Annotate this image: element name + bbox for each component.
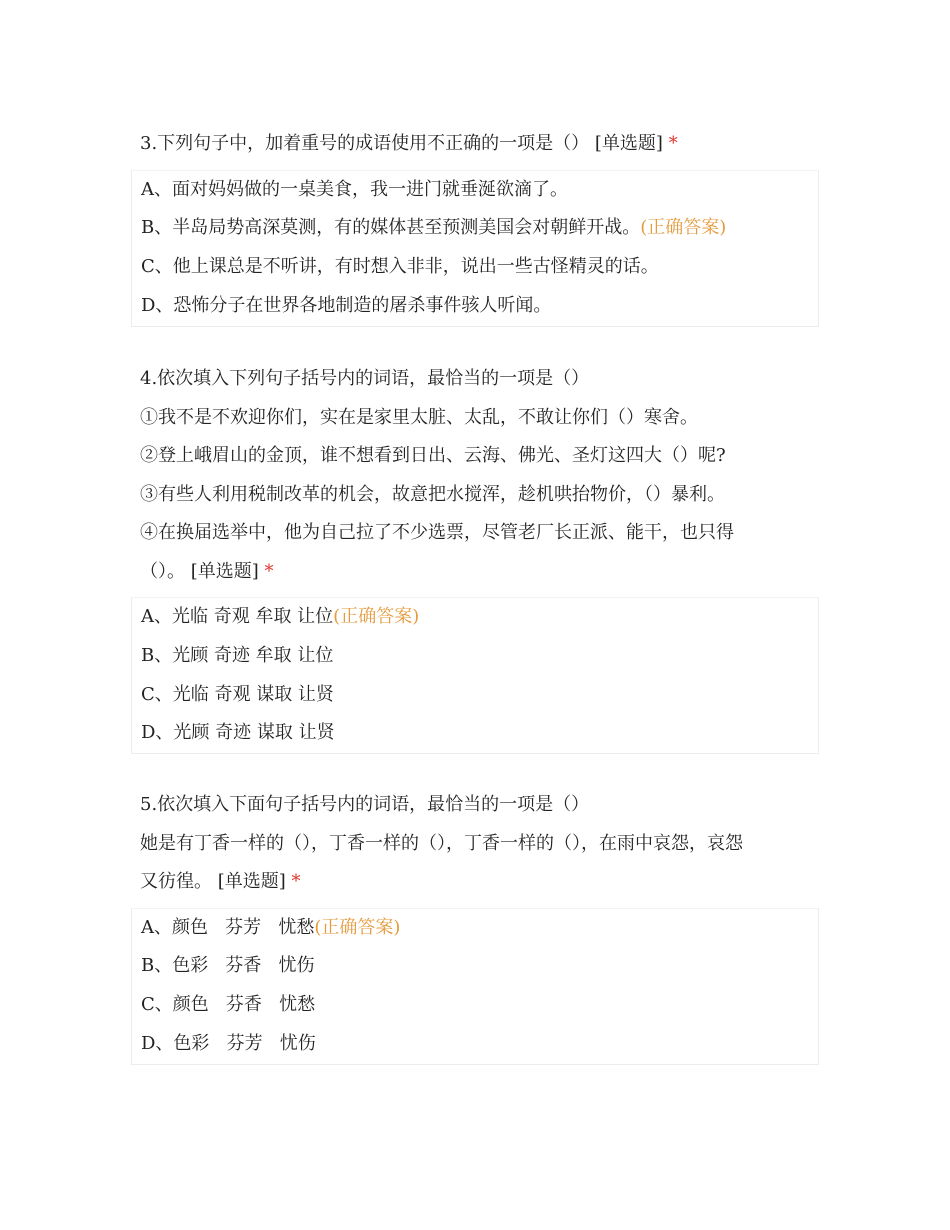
option-a[interactable] <box>132 171 818 210</box>
option-d[interactable] <box>132 1025 818 1064</box>
option-text: B、半岛局势高深莫测，有的媒体甚至预测美国会对朝鲜开战。 <box>141 217 641 239</box>
option-d[interactable] <box>132 714 818 753</box>
required-mark: * <box>264 560 274 582</box>
correct-answer-label: (正确答案) <box>333 606 420 627</box>
option-c[interactable] <box>132 676 818 715</box>
question-prompt-line <box>131 825 819 864</box>
question-prompt-text: 5.依次填入下面句子括号内的词语，最恰当的一项是（） <box>140 794 590 815</box>
question-4 <box>131 360 819 754</box>
option-text: A、光临 奇观 牟取 让位 <box>141 606 334 627</box>
option-text: C、他上课总是不听讲，有时想入非非，说出一些古怪精灵的话。 <box>141 256 659 278</box>
question-prompt-text: 3.下列句子中，加着重号的成语使用不正确的一项是（） [单选题] <box>140 133 663 154</box>
question-5 <box>131 786 819 1065</box>
question-prompt-line <box>131 863 819 902</box>
option-c[interactable] <box>132 986 818 1025</box>
question-prompt-text: 又彷徨。 [单选题] <box>140 871 286 892</box>
option-d[interactable] <box>132 287 818 326</box>
required-mark: * <box>668 133 678 154</box>
question-prompt-line <box>131 553 819 592</box>
option-text: C、光临 奇观 谋取 让贤 <box>141 683 334 705</box>
option-text: D、色彩 芬芳 忧伤 <box>141 1032 316 1054</box>
question-prompt-line <box>131 399 819 438</box>
option-b[interactable] <box>132 947 818 986</box>
question-prompt-text: ③有些人利用税制改革的机会，故意把水搅浑，趁机哄抬物价，（）暴利。 <box>140 483 725 505</box>
question-prompt-line <box>131 360 819 399</box>
correct-answer-label: (正确答案) <box>314 916 401 938</box>
required-mark: * <box>291 871 301 892</box>
question-prompt-text: ④在换届选举中，他为自己拉了不少选票，尽管老厂长正派、能干，也只得 <box>140 522 734 543</box>
option-text: D、光顾 奇迹 谋取 让贤 <box>141 722 335 744</box>
question-3 <box>131 125 819 327</box>
correct-answer-label: (正确答案) <box>640 217 727 239</box>
option-text: C、颜色 芬香 忧愁 <box>141 994 316 1016</box>
question-prompt-line <box>131 437 819 476</box>
question-prompt-line <box>131 514 819 553</box>
option-a[interactable] <box>132 909 818 948</box>
question-prompt-text: ①我不是不欢迎你们，实在是家里太脏、太乱，不敢让你们（）寒舍。 <box>140 406 698 428</box>
option-b[interactable] <box>132 637 818 676</box>
option-text: A、颜色 芬芳 忧愁 <box>141 916 315 938</box>
question-prompt-line <box>131 476 819 515</box>
question-prompt-line <box>131 786 819 825</box>
option-a[interactable] <box>132 598 818 637</box>
question-prompt-line <box>131 125 819 164</box>
option-text: B、色彩 芬香 忧伤 <box>141 955 315 977</box>
options-list <box>131 170 819 327</box>
options-list <box>131 908 819 1065</box>
question-prompt-text: 4.依次填入下列句子括号内的词语，最恰当的一项是（） <box>140 368 590 389</box>
question-prompt-text: 她是有丁香一样的（），丁香一样的（），丁香一样的（），在雨中哀怨，哀怨 <box>140 832 743 854</box>
option-text: D、恐怖分子在世界各地制造的屠杀事件骇人听闻。 <box>141 294 552 316</box>
option-text: B、光顾 奇迹 牟取 让位 <box>141 644 334 666</box>
option-c[interactable] <box>132 248 818 287</box>
question-prompt-text: ②登上峨眉山的金顶，谁不想看到日出、云海、佛光、圣灯这四大（）呢? <box>140 445 726 466</box>
question-prompt-text: （）。 [单选题] <box>140 560 259 582</box>
options-list <box>131 597 819 754</box>
option-text: A、面对妈妈做的一桌美食，我一进门就垂涎欲滴了。 <box>141 178 568 200</box>
option-b[interactable] <box>132 209 818 248</box>
